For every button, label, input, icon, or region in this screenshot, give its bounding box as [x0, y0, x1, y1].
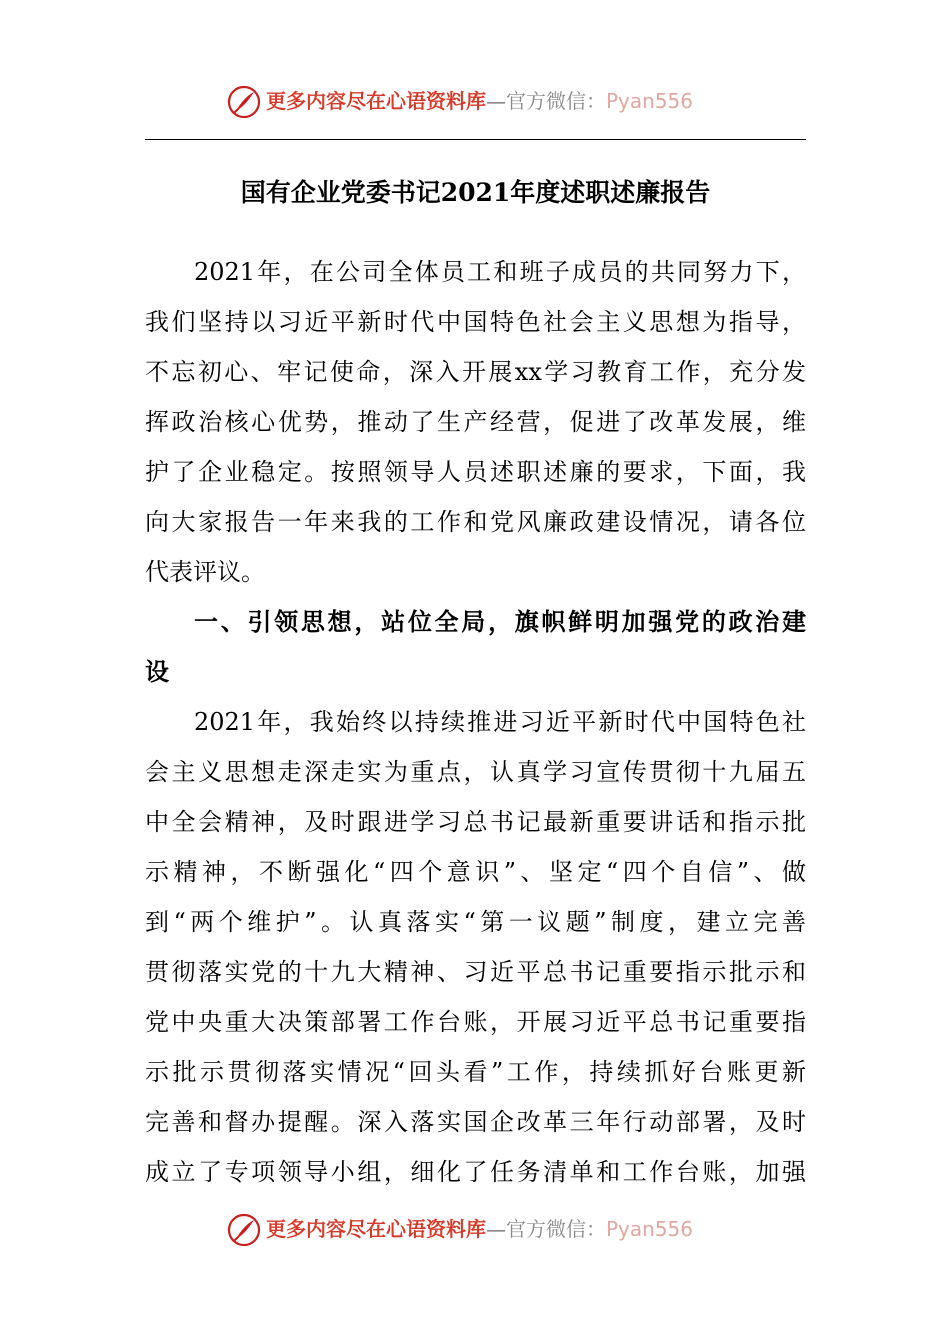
- paragraph-line: 示批示贯彻落实情况“回头看”工作，持续抓好台账更新: [145, 1058, 806, 1086]
- paragraph-line: 党中央重大决策部署工作台账，开展习近平总书记重要指: [145, 1008, 806, 1036]
- quill-logo-icon: [226, 1212, 262, 1248]
- paragraph-line: 向大家报告一年来我的工作和党风廉政建设情况，请各位: [145, 508, 806, 536]
- watermark-brand: 更多内容尽在心语资料库: [266, 1217, 486, 1241]
- header-divider: [145, 139, 806, 140]
- paragraph-line: 到“两个维护”。认真落实“第一议题”制度，建立完善: [145, 908, 806, 936]
- quill-logo-icon: [226, 84, 262, 120]
- watermark-text: [266, 1214, 693, 1244]
- section-heading: 一、引领思想，站位全局，旗帜鲜明加强党的政治建: [194, 608, 806, 636]
- footer-watermark: [0, 1208, 950, 1252]
- section-heading: 设: [145, 658, 169, 686]
- watermark-brand: 更多内容尽在心语资料库: [266, 89, 486, 113]
- paragraph-line: 会主义思想走深走实为重点，认真学习宣传贯彻十九届五: [145, 758, 806, 786]
- paragraph-line: 贯彻落实党的十九大精神、习近平总书记重要指示批示和: [145, 958, 806, 986]
- paragraph-line: 代表评议。: [145, 558, 265, 586]
- document-title: 国有企业党委书记2021年度述职述廉报告: [240, 178, 711, 207]
- paragraph-line: 2021年，我始终以持续推进习近平新时代中国特色社: [194, 708, 806, 736]
- watermark-id: Pyan556: [606, 1217, 694, 1241]
- paragraph-line: 不忘初心、牢记使命，深入开展xx学习教育工作，充分发: [145, 358, 806, 386]
- paragraph-line: 护了企业稳定。按照领导人员述职述廉的要求，下面，我: [145, 458, 806, 486]
- paragraph-line: 我们坚持以习近平新时代中国特色社会主义思想为指导，: [145, 308, 806, 336]
- paragraph-line: 中全会精神，及时跟进学习总书记最新重要讲话和指示批: [145, 808, 806, 836]
- watermark-dash: —: [486, 89, 506, 113]
- paragraph-line: 成立了专项领导小组，细化了任务清单和工作台账，加强: [145, 1158, 806, 1186]
- paragraph-line: 2021年，在公司全体员工和班子成员的共同努力下，: [194, 258, 806, 286]
- watermark-official: 官方微信：: [506, 89, 606, 113]
- paragraph-line: 完善和督办提醒。深入落实国企改革三年行动部署，及时: [145, 1108, 806, 1136]
- paragraph-line: 挥政治核心优势，推动了生产经营，促进了改革发展，维: [145, 408, 806, 436]
- watermark-official: 官方微信：: [506, 1217, 606, 1241]
- header-watermark: [0, 80, 950, 124]
- watermark-text: [266, 86, 693, 116]
- paragraph-line: 示精神，不断强化“四个意识”、坚定“四个自信”、做: [145, 858, 806, 886]
- watermark-id: Pyan556: [606, 89, 694, 113]
- watermark-dash: —: [486, 1217, 506, 1241]
